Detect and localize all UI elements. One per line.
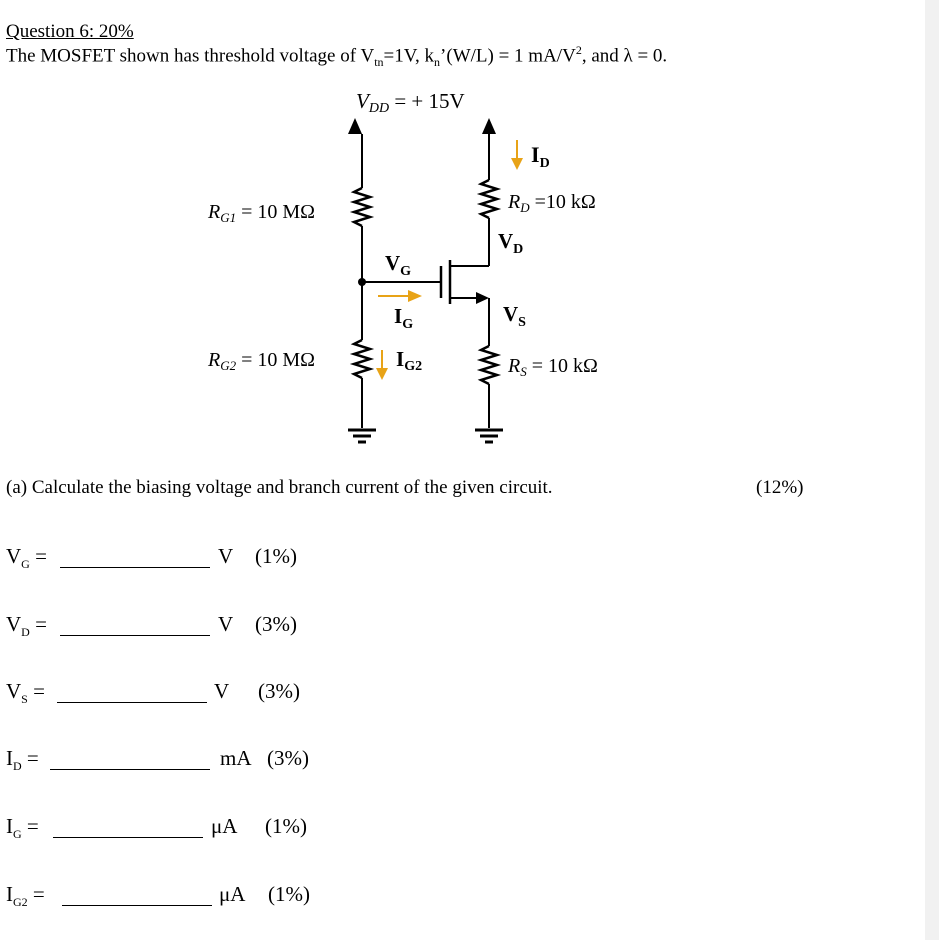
vdd-label: VDD = + 15V xyxy=(356,89,465,116)
ig-label: $I_G$ xyxy=(394,304,414,332)
part-a-percent: (12%) xyxy=(756,477,804,498)
ig-arrow-icon xyxy=(378,290,422,302)
resistor-rg2 xyxy=(354,340,370,378)
answer-percent: (3%) xyxy=(267,746,309,770)
answer-blank-vd[interactable] xyxy=(60,635,210,636)
vg-label: $V_G$ xyxy=(385,251,412,279)
answer-label: $V_D$ = xyxy=(6,612,47,640)
answer-unit: V xyxy=(218,612,234,636)
resistor-rg1 xyxy=(354,188,370,226)
ground-symbol-right xyxy=(475,430,503,442)
answer-unit: μA xyxy=(211,814,238,838)
vdd-arrow-left xyxy=(348,118,362,134)
answer-percent: (3%) xyxy=(258,679,300,703)
answer-percent: (1%) xyxy=(265,814,307,838)
ig2-label: IG2 xyxy=(396,347,423,374)
vs-label: $V_S$ xyxy=(503,302,526,330)
answer-blank-vg[interactable] xyxy=(60,567,210,568)
ground-symbol-left xyxy=(348,430,376,442)
resistor-rd xyxy=(481,180,497,218)
answer-label: $V_S$ = xyxy=(6,679,45,707)
answer-label: $I_D$ = xyxy=(6,746,39,774)
rd-label: $R_D =10$ kΩ xyxy=(508,191,596,215)
ig2-arrow-icon xyxy=(376,350,388,380)
answer-unit: mA xyxy=(220,746,252,770)
answer-percent: (1%) xyxy=(255,544,297,568)
answer-blank-vs[interactable] xyxy=(57,702,207,703)
answer-percent: (1%) xyxy=(268,882,310,906)
part-a-text: (a) Calculate the biasing voltage and branch current of the given circuit. xyxy=(6,477,553,498)
question-statement: The MOSFET shown has threshold voltage of $V_{tn}=1V$, $k_n’(W/L) = 1$ $mA/V^2$, and λ = 0. xyxy=(6,43,668,70)
vd-label: $V_D$ xyxy=(498,229,524,257)
answer-unit: V xyxy=(214,679,230,703)
question-title: Question 6: 20% xyxy=(6,21,134,42)
answer-unit: μA xyxy=(219,882,246,906)
answer-blank-ig[interactable] xyxy=(53,837,203,838)
answer-label: $I_G$ = xyxy=(6,814,39,842)
answer-percent: (3%) xyxy=(255,612,297,636)
mosfet-source-arrow xyxy=(476,292,489,304)
id-arrow-icon xyxy=(511,140,523,170)
answer-blank-ig2[interactable] xyxy=(62,905,212,906)
answer-label: $I_{G2}$ = xyxy=(6,882,45,910)
rg2-label: $R_{G2} = 10$ MΩ xyxy=(208,349,316,373)
rs-label: $R_S = 10$ kΩ xyxy=(508,355,598,379)
resistor-rs xyxy=(481,346,497,384)
answer-unit: V xyxy=(218,544,234,568)
answer-label: $V_G$ = xyxy=(6,544,47,572)
answer-blank-id[interactable] xyxy=(50,769,210,770)
rg1-label: $R_{G1} = 10$ MΩ xyxy=(208,201,316,225)
id-label: $I_D$ xyxy=(531,142,550,171)
vdd-arrow-right xyxy=(482,118,496,134)
